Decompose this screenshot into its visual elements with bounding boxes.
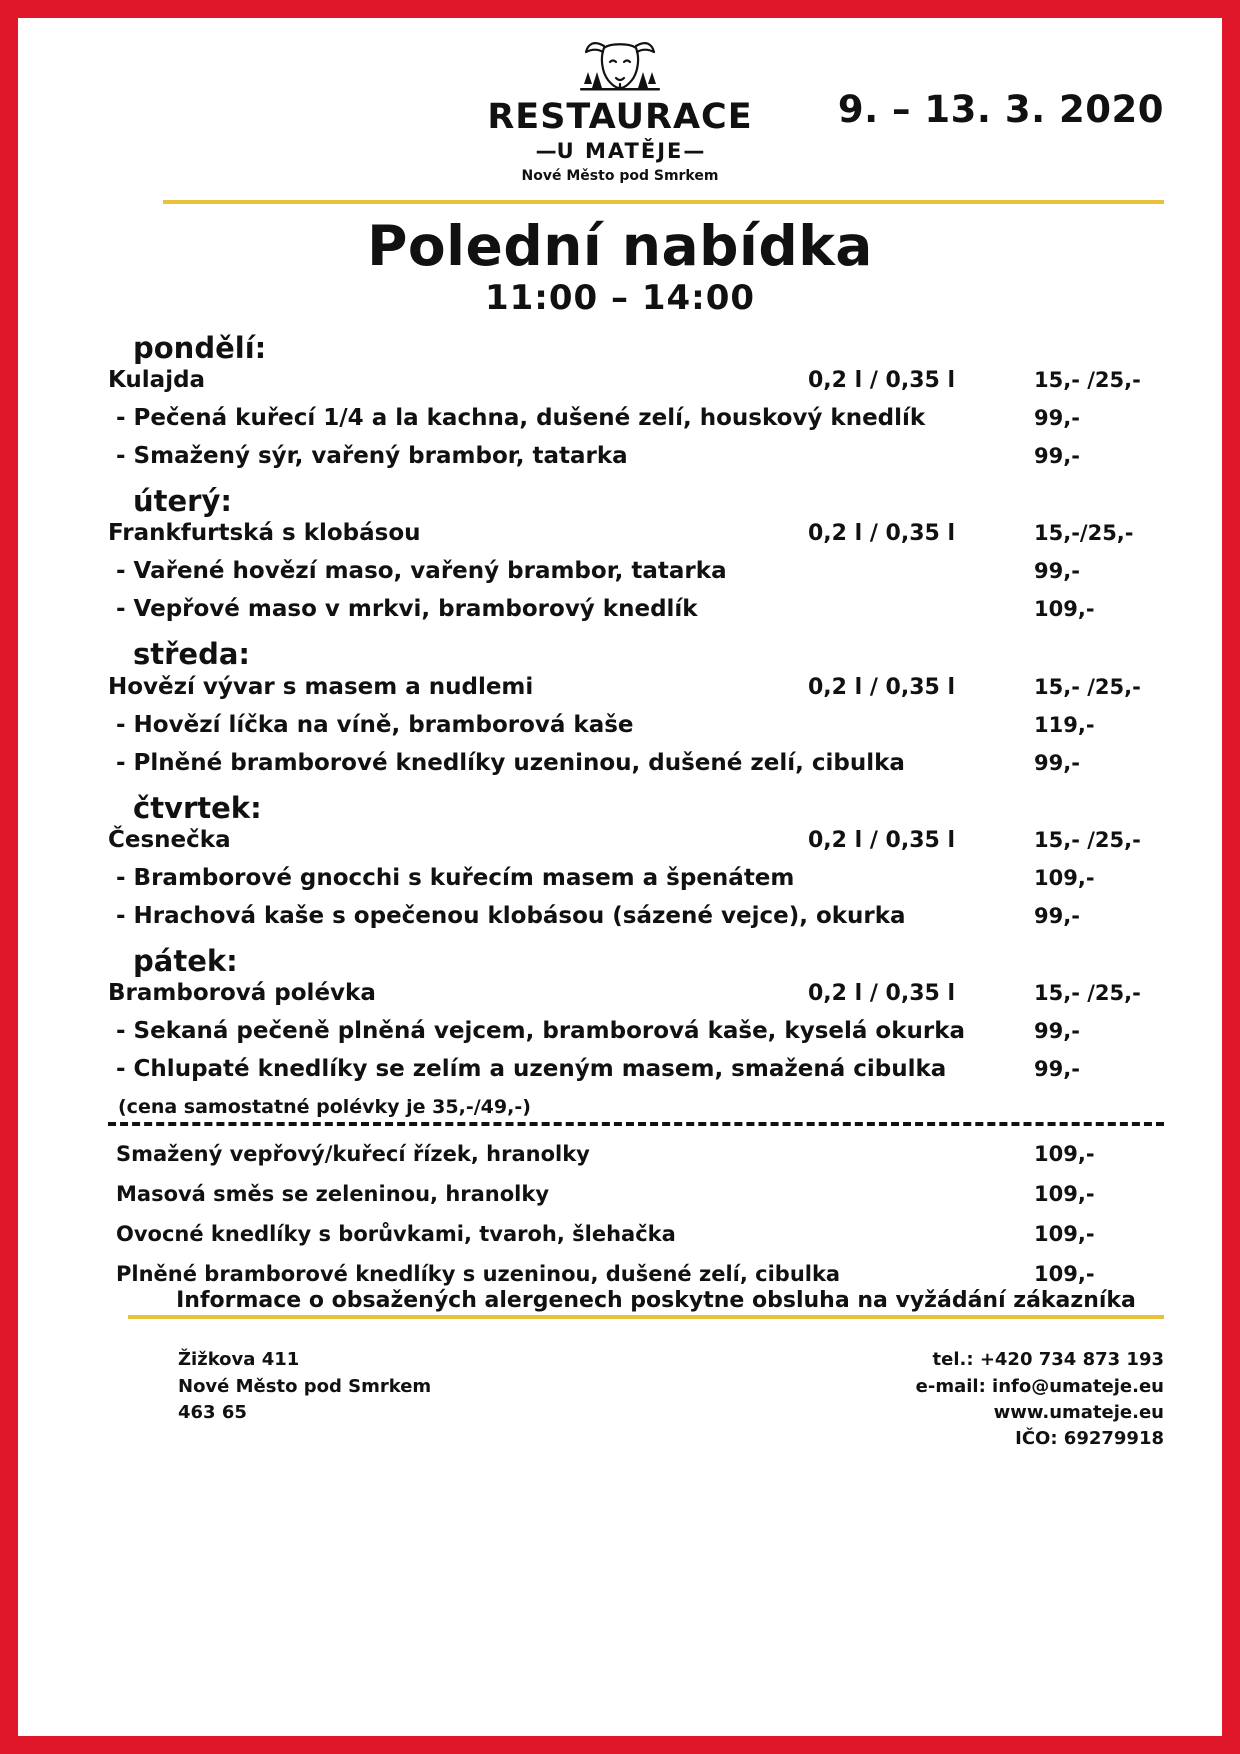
permanent-row	[108, 1262, 1164, 1286]
day-block	[108, 945, 1164, 1082]
soup-volume: 0,2 l / 0,35 l	[808, 828, 956, 854]
dish-name: - Vepřové maso v mrkvi, bramborový knedlík	[116, 596, 698, 623]
gold-divider-top	[163, 200, 1164, 204]
soup-name: Kulajda	[108, 367, 206, 394]
dish-name: - Sekaná pečeně plněná vejcem, bramborová kaše, kyselá okurka	[116, 1018, 966, 1045]
dish-row	[108, 712, 1164, 738]
dish-price: 109,-	[1034, 866, 1095, 891]
soup-price: 15,- /25,-	[1034, 981, 1141, 1006]
logo-subtitle	[450, 138, 790, 165]
dish-name: - Smažený sýr, vařený brambor, tatarka	[116, 443, 628, 470]
dish-price: 119,-	[1034, 712, 1095, 737]
contact-web[interactable]: www.umateje.eu	[993, 1401, 1164, 1423]
goat-head-icon	[574, 32, 666, 98]
logo-dash-left: —	[535, 139, 557, 163]
dish-name: - Chlupaté knedlíky se zelím a uzeným masem, smažená cibulka	[116, 1056, 947, 1083]
permanent-price: 109,-	[1034, 1142, 1095, 1167]
soup-price: 15,- /25,-	[1034, 674, 1141, 699]
dish-row	[108, 1056, 1164, 1082]
soup-volume: 0,2 l / 0,35 l	[808, 521, 956, 547]
permanent-row	[108, 1222, 1164, 1246]
header	[48, 26, 1192, 198]
soup-name: Bramborová polévka	[108, 980, 376, 1007]
contact-email: e-mail: info@umateje.eu	[915, 1375, 1164, 1397]
day-name: úterý:	[133, 484, 232, 519]
logo-dash-right: —	[683, 139, 705, 163]
permanent-name: Masová směs se zeleninou, hranolky	[116, 1182, 550, 1207]
day-block	[108, 332, 1164, 469]
footer-contact	[916, 1347, 1164, 1451]
soup-row	[108, 520, 1164, 546]
dish-name: - Plněné bramborové knedlíky uzeninou, dušené zelí, cibulka	[116, 749, 905, 776]
page-subtitle: 11:00 – 14:00	[484, 277, 756, 318]
soup-volume: 0,2 l / 0,35 l	[808, 368, 956, 394]
permanent-name: Smažený vepřový/kuřecí řízek, hranolky	[116, 1142, 590, 1167]
dish-price: 99,-	[1034, 1057, 1080, 1082]
permanent-price: 109,-	[1034, 1222, 1095, 1247]
day-name: pátek:	[133, 944, 238, 979]
logo-title: RESTAURACE	[487, 97, 753, 137]
date-range: 9. – 13. 3. 2020	[837, 88, 1164, 131]
soup-name: Česnečka	[108, 827, 231, 854]
page-title: Polední nabídka	[367, 214, 873, 278]
day-block	[108, 485, 1164, 622]
soup-row	[108, 367, 1164, 393]
contact-phone: tel.: +420 734 873 193	[932, 1349, 1164, 1371]
soup-row	[108, 980, 1164, 1006]
permanent-price: 109,-	[1034, 1182, 1095, 1207]
dish-row	[108, 405, 1164, 431]
dish-price: 99,-	[1034, 559, 1080, 584]
dish-name: - Bramborové gnocchi s kuřecím masem a špenátem	[116, 865, 795, 892]
permanent-name: Ovocné knedlíky s borůvkami, tvaroh, šlehačka	[116, 1222, 676, 1247]
menu-list	[48, 332, 1192, 1314]
logo-town: Nové Město pod Smrkem	[521, 168, 719, 185]
day-block	[108, 638, 1164, 775]
logo-subtitle-text: U MATĚJE	[556, 139, 684, 163]
dish-name: - Pečená kuřecí 1/4 a la kachna, dušené zelí, houskový knedlík	[116, 405, 926, 432]
soup-volume: 0,2 l / 0,35 l	[808, 674, 956, 700]
address-zip: 463 65	[178, 1401, 247, 1423]
permanent-offer-list	[108, 1142, 1164, 1286]
dish-row	[108, 903, 1164, 929]
soup-name: Frankfurtská s klobásou	[108, 520, 421, 547]
permanent-row	[108, 1142, 1164, 1166]
restaurant-logo	[450, 32, 790, 184]
dish-price: 99,-	[1034, 406, 1080, 431]
dish-row	[108, 865, 1164, 891]
allergens-note: Informace o obsažených alergenech poskytne obsluha na vyžádání zákazníka	[176, 1288, 1136, 1314]
page-inner	[18, 18, 1222, 1736]
permanent-name: Plněné bramborové knedlíky s uzeninou, dušené zelí, cibulka	[116, 1262, 841, 1287]
dish-row	[108, 443, 1164, 469]
soup-name: Hovězí vývar s masem a nudlemi	[108, 673, 534, 700]
soup-volume: 0,2 l / 0,35 l	[808, 981, 956, 1007]
dish-name: - Hrachová kaše s opečenou klobásou (sázené vejce), okurka	[116, 903, 906, 930]
dish-price: 109,-	[1034, 597, 1095, 622]
footer	[48, 1319, 1192, 1451]
dish-row	[108, 750, 1164, 776]
address-city: Nové Město pod Smrkem	[178, 1375, 432, 1397]
day-block	[108, 792, 1164, 929]
dish-price: 99,-	[1034, 904, 1080, 929]
dish-row	[108, 558, 1164, 584]
day-name: čtvrtek:	[133, 790, 262, 825]
permanent-row	[108, 1182, 1164, 1206]
soup-row	[108, 674, 1164, 700]
dish-price: 99,-	[1034, 750, 1080, 775]
soup-price-note: (cena samostatné polévky je 35,-/49,-)	[118, 1096, 531, 1119]
dish-price: 99,-	[1034, 444, 1080, 469]
dish-price: 99,-	[1034, 1019, 1080, 1044]
dish-name: - Hovězí líčka na víně, bramborová kaše	[116, 711, 634, 738]
soup-price: 15,-/25,-	[1034, 521, 1134, 546]
dashed-divider	[108, 1122, 1164, 1126]
dish-row	[108, 596, 1164, 622]
day-name: pondělí:	[133, 330, 267, 365]
footer-address	[178, 1347, 431, 1425]
soup-price: 15,- /25,-	[1034, 828, 1141, 853]
soup-row	[108, 827, 1164, 853]
address-street: Žižkova 411	[178, 1349, 300, 1371]
soup-price: 15,- /25,-	[1034, 368, 1141, 393]
dish-row	[108, 1018, 1164, 1044]
permanent-price: 109,-	[1034, 1262, 1095, 1287]
day-name: středa:	[133, 637, 251, 672]
dish-name: - Vařené hovězí maso, vařený brambor, tatarka	[116, 558, 727, 585]
contact-ico: IČO: 69279918	[1015, 1427, 1164, 1449]
